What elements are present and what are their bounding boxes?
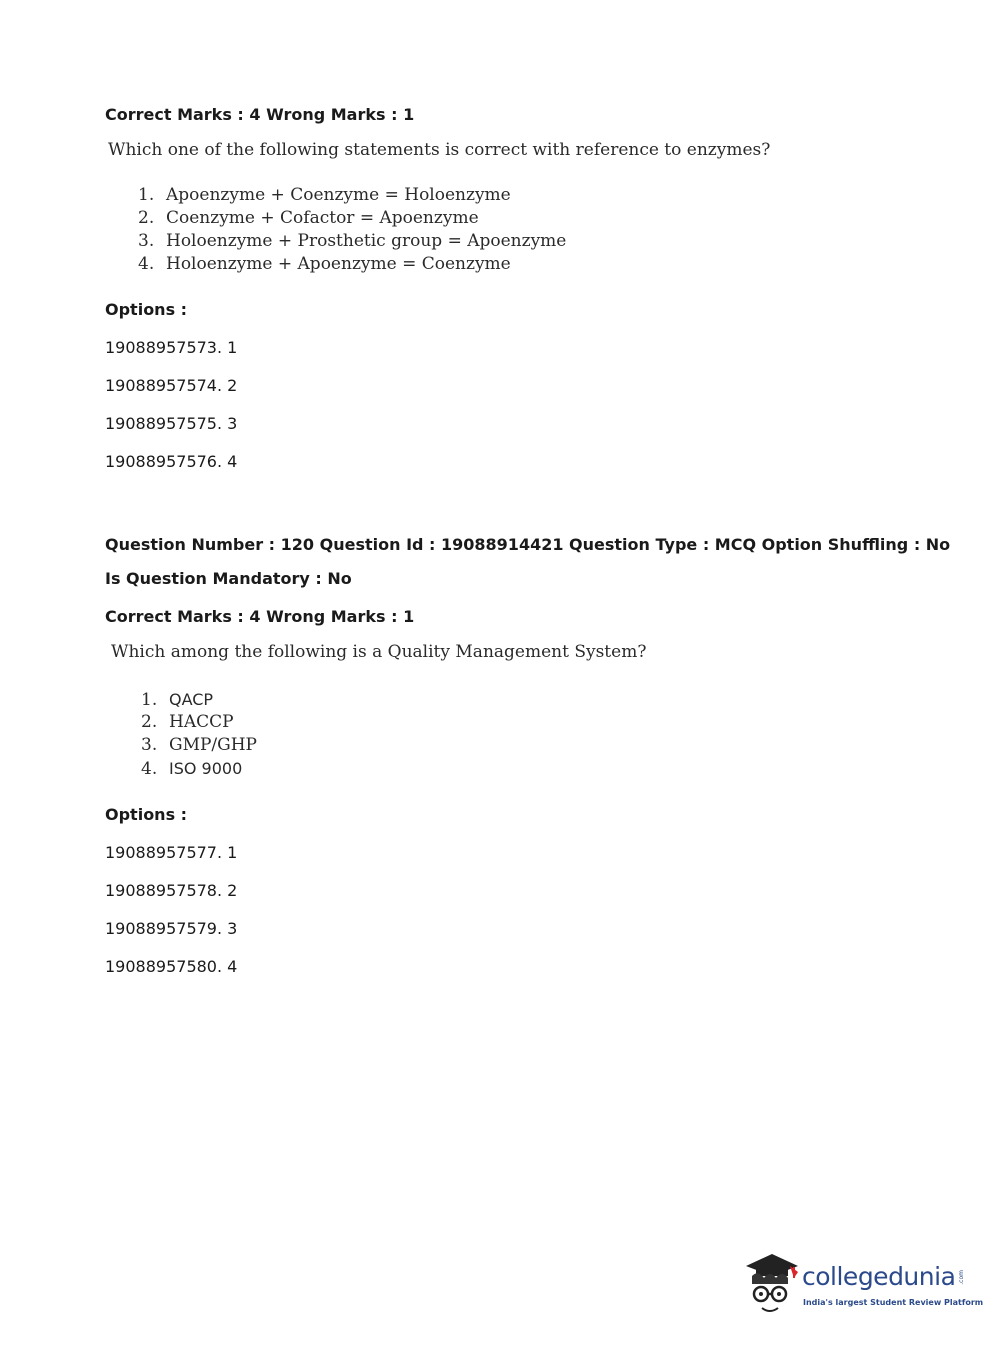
graduate-mascot-icon — [742, 1248, 802, 1318]
q1-option: 19088957573. 1 — [105, 338, 238, 357]
logo-wordmark: collegedunia — [802, 1262, 956, 1291]
q2-mandatory: Is Question Mandatory : No — [105, 569, 352, 588]
q1-statement: 4. Holoenzyme + Apoenzyme = Coenzyme — [138, 254, 511, 274]
collegedunia-logo[interactable] — [742, 1248, 984, 1320]
q2-marks: Correct Marks : 4 Wrong Marks : 1 — [105, 607, 415, 626]
q1-marks: Correct Marks : 4 Wrong Marks : 1 — [105, 105, 415, 124]
q1-question-text: Which one of the following statements is correct with reference to enzymes? — [108, 140, 771, 160]
q1-option: 19088957576. 4 — [105, 452, 238, 471]
q2-option: 19088957577. 1 — [105, 843, 238, 862]
q2-statement: 2. HACCP — [141, 712, 234, 732]
q2-option: 19088957579. 3 — [105, 919, 238, 938]
q2-statement: 4. ISO 9000 — [141, 759, 243, 779]
q2-statement: 3. GMP/GHP — [141, 735, 257, 755]
q1-statement: 2. Coenzyme + Cofactor = Apoenzyme — [138, 208, 479, 228]
q2-statement: 1. QACP — [141, 690, 214, 710]
logo-tagline: India's largest Student Review Platform — [803, 1298, 984, 1307]
q1-statement: 3. Holoenzyme + Prosthetic group = Apoenzyme — [138, 231, 567, 251]
q2-options-label: Options : — [105, 805, 188, 824]
q1-statement: 1. Apoenzyme + Coenzyme = Holoenzyme — [138, 185, 511, 205]
q2-option: 19088957580. 4 — [105, 957, 238, 976]
q1-option: 19088957574. 2 — [105, 376, 238, 395]
q1-statement-list — [138, 184, 566, 276]
q1-option: 19088957575. 3 — [105, 414, 238, 433]
q1-options-label: Options : — [105, 300, 188, 319]
q2-header: Question Number : 120 Question Id : 19088914421 Question Type : MCQ Option Shuffling : No — [105, 535, 951, 554]
q2-question-text: Which among the following is a Quality Management System? — [111, 642, 647, 662]
logo-domain-suffix: .com — [958, 1270, 965, 1285]
q2-option: 19088957578. 2 — [105, 881, 238, 900]
q2-statement-list — [141, 688, 257, 780]
